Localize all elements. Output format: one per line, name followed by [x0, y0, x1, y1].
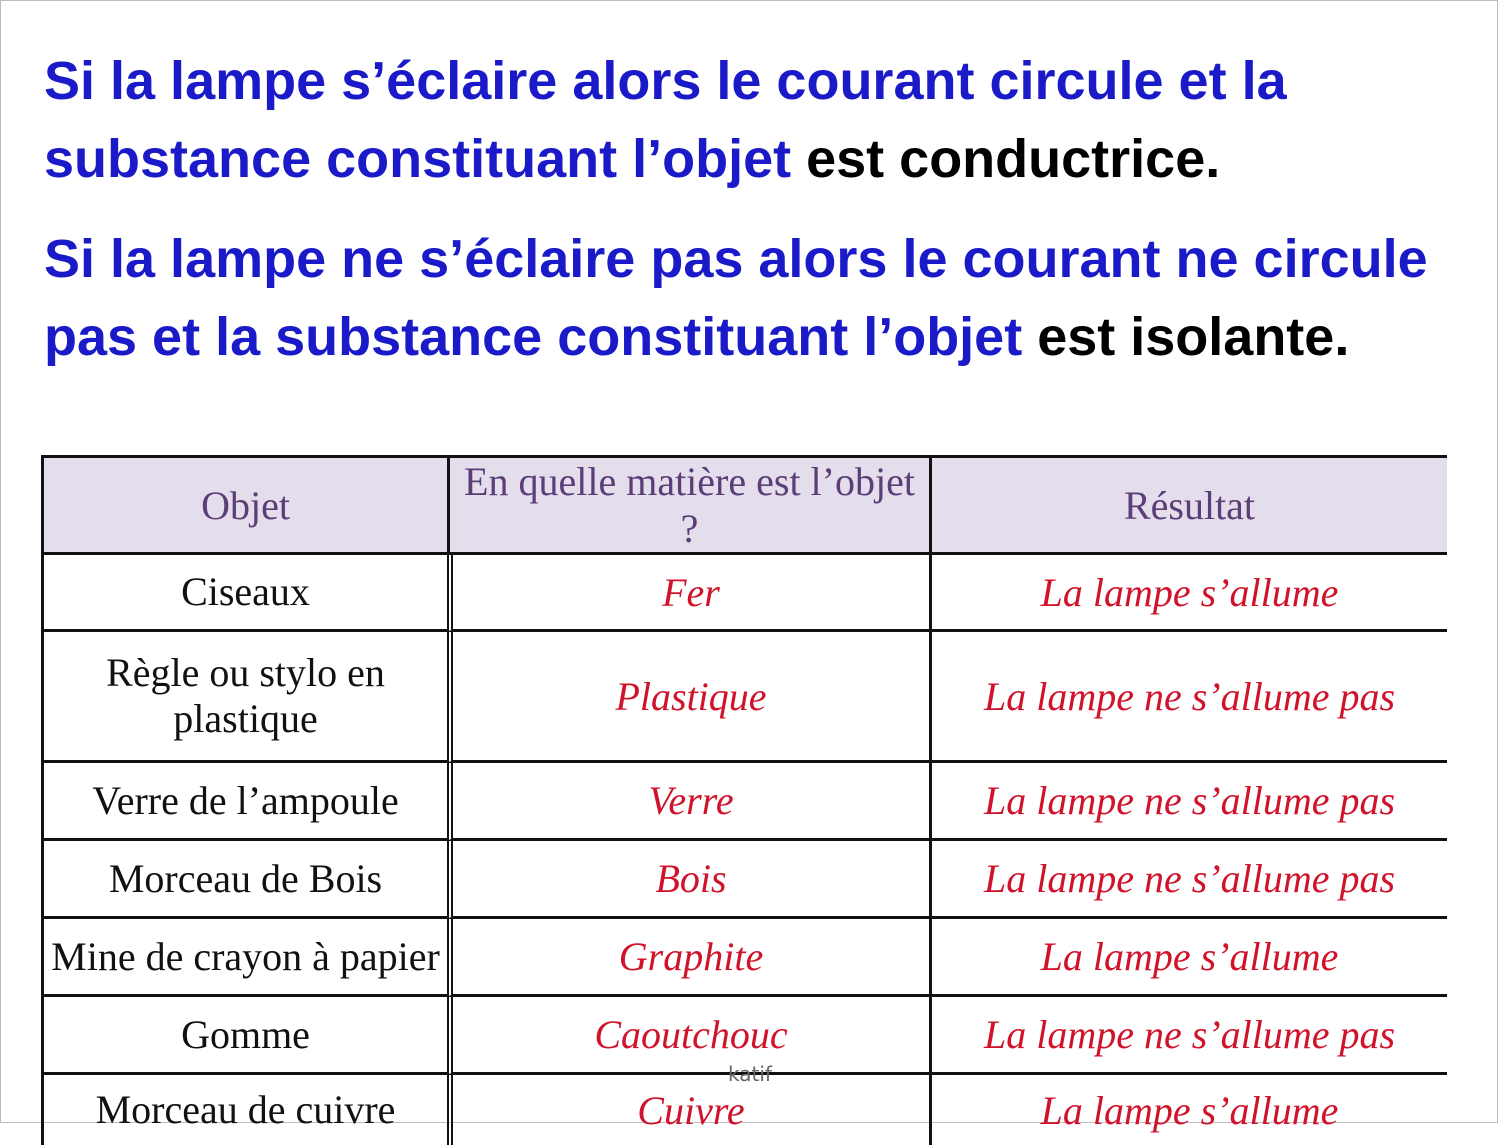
cell-objet: Règle ou stylo en plastique: [41, 632, 447, 763]
cell-objet: Morceau de cuivre: [41, 1075, 447, 1145]
paragraph-conductor: [44, 42, 1464, 198]
cell-matiere: Caoutchouc: [447, 997, 929, 1075]
cell-objet: Ciseaux: [41, 555, 447, 632]
cell-objet: Verre de l’ampoule: [41, 763, 447, 841]
cell-matiere: Verre: [447, 763, 929, 841]
cell-objet: Mine de crayon à papier: [41, 919, 447, 997]
cell-objet: Morceau de Bois: [41, 841, 447, 919]
cell-resultat: La lampe ne s’allume pas: [929, 763, 1447, 841]
header-resultat: Résultat: [929, 455, 1447, 555]
cell-matiere: Graphite: [447, 919, 929, 997]
table-row: [41, 632, 1447, 763]
cell-resultat: La lampe ne s’allume pas: [929, 841, 1447, 919]
table-row: [41, 555, 1447, 632]
header-matiere: En quelle matière est l’objet ?: [447, 455, 929, 555]
paragraph-insulator-black: est isolante.: [1037, 307, 1350, 367]
table-row: [41, 919, 1447, 997]
paragraph-insulator-blue: Si la lampe ne s’éclaire pas alors le courant ne circule pas et la substance constituant l’objet: [44, 229, 1428, 367]
table-row: [41, 841, 1447, 919]
cell-resultat: La lampe ne s’allume pas: [929, 997, 1447, 1075]
paragraph-insulator: [44, 220, 1464, 376]
cell-resultat: La lampe s’allume: [929, 919, 1447, 997]
cell-resultat: La lampe s’allume: [929, 1075, 1447, 1145]
cell-resultat: La lampe ne s’allume pas: [929, 632, 1447, 763]
cell-matiere: Fer: [447, 555, 929, 632]
cell-matiere: Bois: [447, 841, 929, 919]
table-row: [41, 763, 1447, 841]
materials-table: [41, 455, 1447, 1145]
paragraph-conductor-blue: Si la lampe s’éclaire alors le courant circule et la substance constituant l’objet: [44, 51, 1287, 189]
cell-matiere: Plastique: [447, 632, 929, 763]
cell-objet: Gomme: [41, 997, 447, 1075]
header-objet: Objet: [41, 455, 447, 555]
paragraph-conductor-black: est conductrice.: [806, 129, 1221, 189]
footer-text: katif: [728, 1062, 772, 1086]
cell-resultat: La lampe s’allume: [929, 555, 1447, 632]
table-header-row: [41, 455, 1447, 555]
cell-matiere: Cuivre: [447, 1075, 929, 1145]
